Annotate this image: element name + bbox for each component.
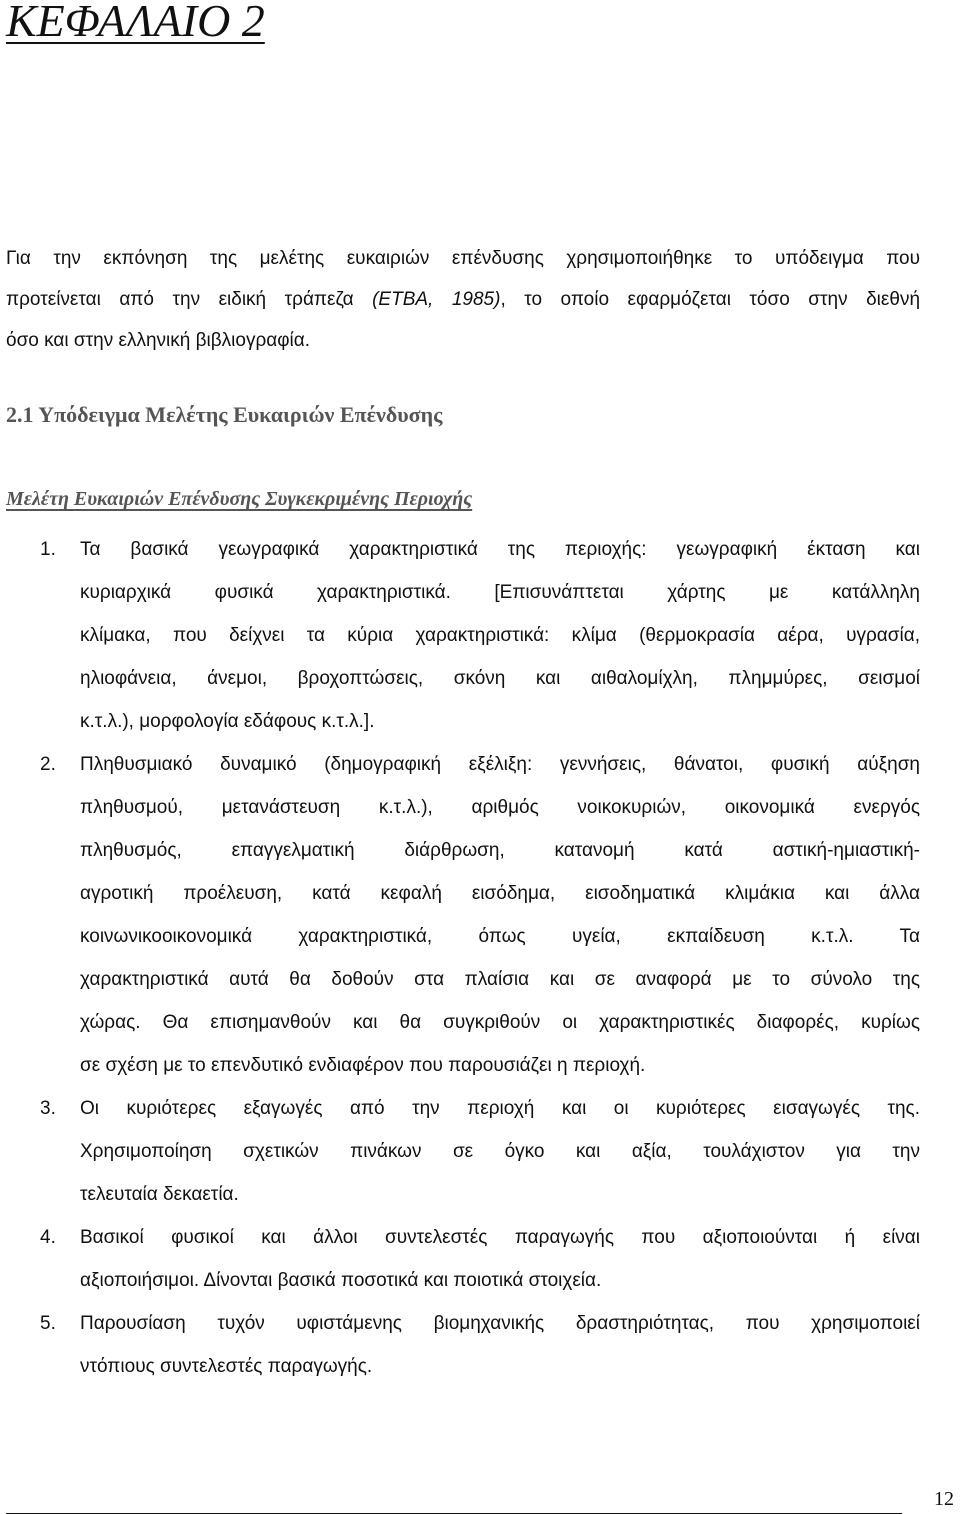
item-line: χώρας. Θα επισημανθούν και θα συγκριθούν οι χαρακτηριστικές διαφορές, κυρίως [80,1012,920,1033]
item-body [80,1087,920,1216]
item-body [80,743,920,1087]
item-line: αξιοποιήσιμοι. Δίνονται βασικά ποσοτικά και ποιοτικά στοιχεία. [80,1270,602,1291]
intro-text: προτείνεται από την ειδική τράπεζα [6,289,373,310]
chapter-title: ΚΕΦΑΛΑΙΟ 2 [6,0,265,46]
item-line: Βασικοί φυσικοί και άλλοι συντελεστές παραγωγής που αξιοποιούνται ή είναι [80,1227,920,1248]
intro-line [6,279,920,320]
page-number: 12 [934,1488,954,1510]
item-number: 4. [40,1227,56,1248]
item-line: κοινωνικοοικονομικά χαρακτηριστικά, όπως υγεία, εκπαίδευση κ.τ.λ. Τα [80,926,920,947]
list-item [0,1087,930,1216]
item-line: κλίμακα, που δείχνει τα κύρια χαρακτηριστικά: κλίμα (θερμοκρασία αέρα, υγρασία, [80,625,920,646]
item-line: Τα βασικά γεωγραφικά χαρακτηριστικά της περιοχής: γεωγραφική έκταση και [80,539,920,560]
intro-citation: (ΕΤΒΑ, 1985) [372,289,501,310]
item-line: Πληθυσμιακό δυναμικό (δημογραφική εξέλιξη: γεννήσεις, θάνατοι, φυσική αύξηση [80,754,920,775]
item-line: ηλιοφάνεια, άνεμοι, βροχοπτώσεις, σκόνη και αιθαλομίχλη, πλημμύρες, σεισμοί [80,668,920,689]
item-line: πληθυσμός, επαγγελματική διάρθρωση, κατανομή κατά αστική-ημιαστική- [80,840,920,861]
item-body [80,1216,920,1302]
list-item [0,1302,930,1388]
item-line: χαρακτηριστικά αυτά θα δοθούν στα πλαίσια και σε αναφορά με το σύνολο της [80,969,920,990]
list-item [0,743,930,1087]
intro-line: Για την εκπόνηση της μελέτης ευκαιριών επένδυσης χρησιμοποιήθηκε το υπόδειγμα που [6,248,920,269]
item-line: Παρουσίαση τυχόν υφιστάμενης βιομηχανικής δραστηριότητας, που χρησιμοποιεί [80,1313,920,1334]
item-line: σε σχέση με το επενδυτικό ενδιαφέρον που παρουσιάζει η περιοχή. [80,1055,646,1076]
section-heading: 2.1 Υπόδειγμα Μελέτης Ευκαιριών Επένδυσης [6,402,443,427]
item-line: ντόπιους συντελεστές παραγωγής. [80,1356,373,1377]
subsection-heading: Μελέτη Ευκαιριών Επένδυσης Συγκεκριμένης Περιοχής [6,488,473,510]
item-line: Χρησιμοποίηση σχετικών πινάκων σε όγκο και αξία, τουλάχιστον για την [80,1141,920,1162]
item-list [0,528,930,1388]
item-number: 1. [40,539,56,560]
intro-paragraph [6,238,920,361]
item-number: 5. [40,1313,56,1334]
item-line: τελευταία δεκαετία. [80,1184,239,1205]
item-line: αγροτική προέλευση, κατά κεφαλή εισόδημα, εισοδηματικά κλιμάκια και άλλα [80,883,920,904]
list-item [0,528,930,743]
item-body [80,1302,920,1388]
list-item [0,1216,930,1302]
item-number: 2. [40,754,56,775]
item-line: κ.τ.λ.), μορφολογία εδάφους κ.τ.λ.]. [80,711,375,732]
intro-text: , το οποίο εφαρμόζεται τόσο στην διεθνή [500,289,921,310]
intro-line: όσο και στην ελληνική βιβλιογραφία. [6,330,311,351]
item-line: Οι κυριότερες εξαγωγές από την περιοχή και οι κυριότερες εισαγωγές της. [80,1098,920,1119]
item-line: κυριαρχικά φυσικά χαρακτηριστικά. [Επισυνάπτεται χάρτης με κατάλληλη [80,582,920,603]
item-body [80,528,920,743]
item-number: 3. [40,1098,56,1119]
item-line: πληθυσμού, μετανάστευση κ.τ.λ.), αριθμός νοικοκυριών, οικονομικά ενεργός [80,797,920,818]
